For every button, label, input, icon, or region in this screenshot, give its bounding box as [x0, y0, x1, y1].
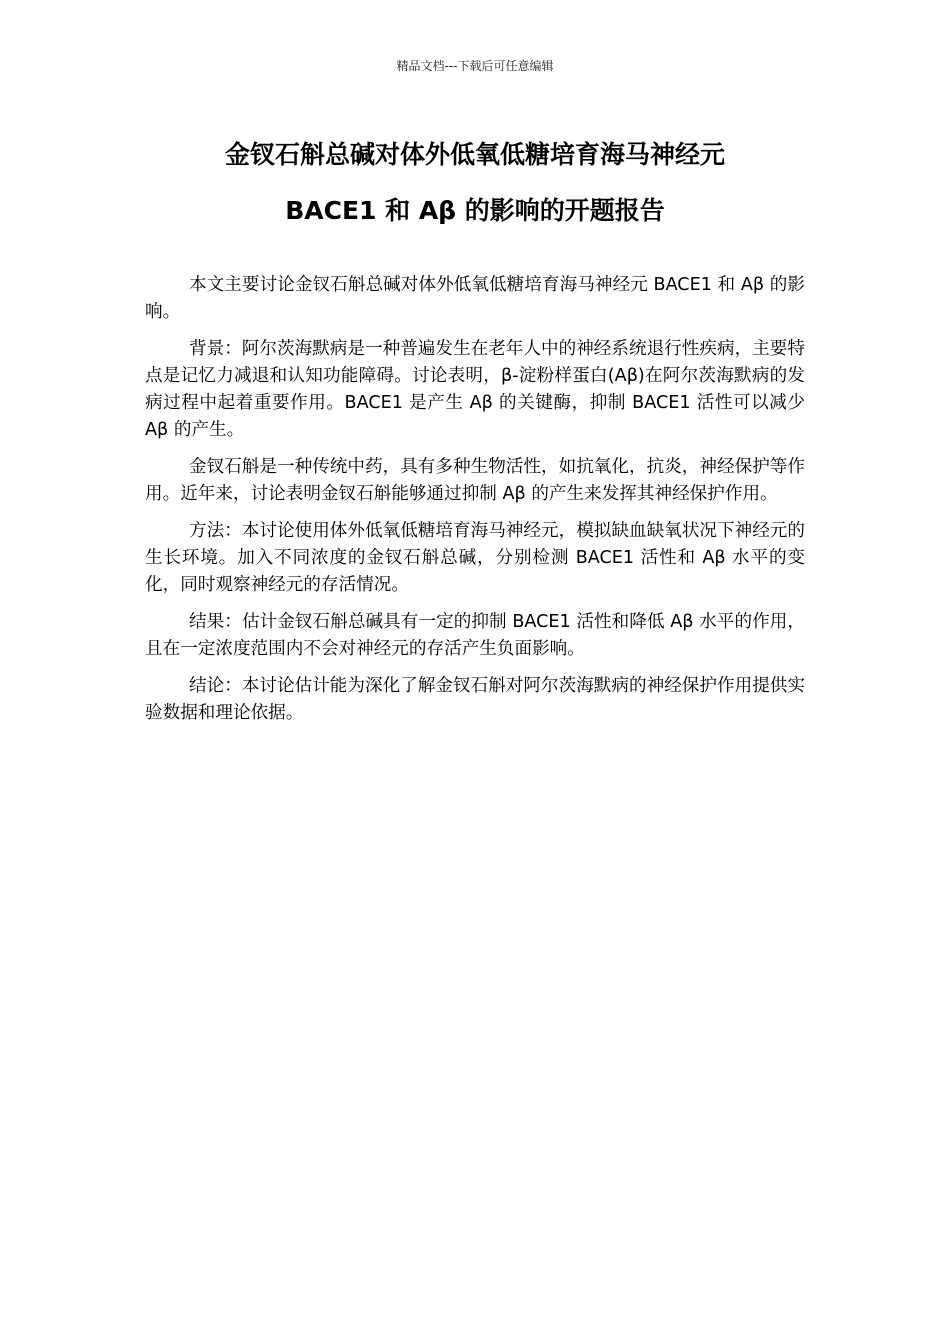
header-note: 精品文档---下载后可任意编辑 — [396, 59, 554, 73]
document-title-line-1: 金钗石斛总碱对体外低氧低糖培育海马神经元 — [224, 140, 725, 169]
document-body — [145, 272, 805, 737]
paragraph-intro: 本文主要讨论金钗石斛总碱对体外低氧低糖培育海马神经元 BACE1 和 Aβ 的影响。 — [145, 275, 805, 322]
paragraph-results: 结果：估计金钗石斛总碱具有一定的抑制 BACE1 活性和降低 Aβ 水平的作用，且在一定浓度范围内不会对神经元的存活产生负面影响。 — [145, 612, 805, 659]
paragraph-methods: 方法：本讨论使用体外低氧低糖培育海马神经元，模拟缺血缺氧状况下神经元的生长环境。加入不同浓度的金钗石斛总碱，分别检测 BACE1 活性和 Aβ 水平的变化，同时观察神经元的存活情况。 — [145, 521, 805, 595]
paragraph-conclusion: 结论：本讨论估计能为深化了解金钗石斛对阿尔茨海默病的神经保护作用提供实验数据和理论依据。 — [145, 676, 805, 723]
document-title-line-2: BACE1 和 Aβ 的影响的开题报告 — [285, 196, 665, 225]
paragraph-dendrobium: 金钗石斛是一种传统中药，具有多种生物活性，如抗氧化，抗炎，神经保护等作用。近年来，讨论表明金钗石斛能够通过抑制 Aβ 的产生来发挥其神经保护作用。 — [145, 457, 805, 504]
paragraph-background: 背景：阿尔茨海默病是一种普遍发生在老年人中的神经系统退行性疾病，主要特点是记忆力减退和认知功能障碍。讨论表明，β-淀粉样蛋白(Aβ)在阿尔茨海默病的发病过程中起着重要作用。BACE1 是产生 Aβ 的关键酶，抑制 BACE1 活性可以减少 Aβ 的产生。 — [145, 339, 805, 440]
